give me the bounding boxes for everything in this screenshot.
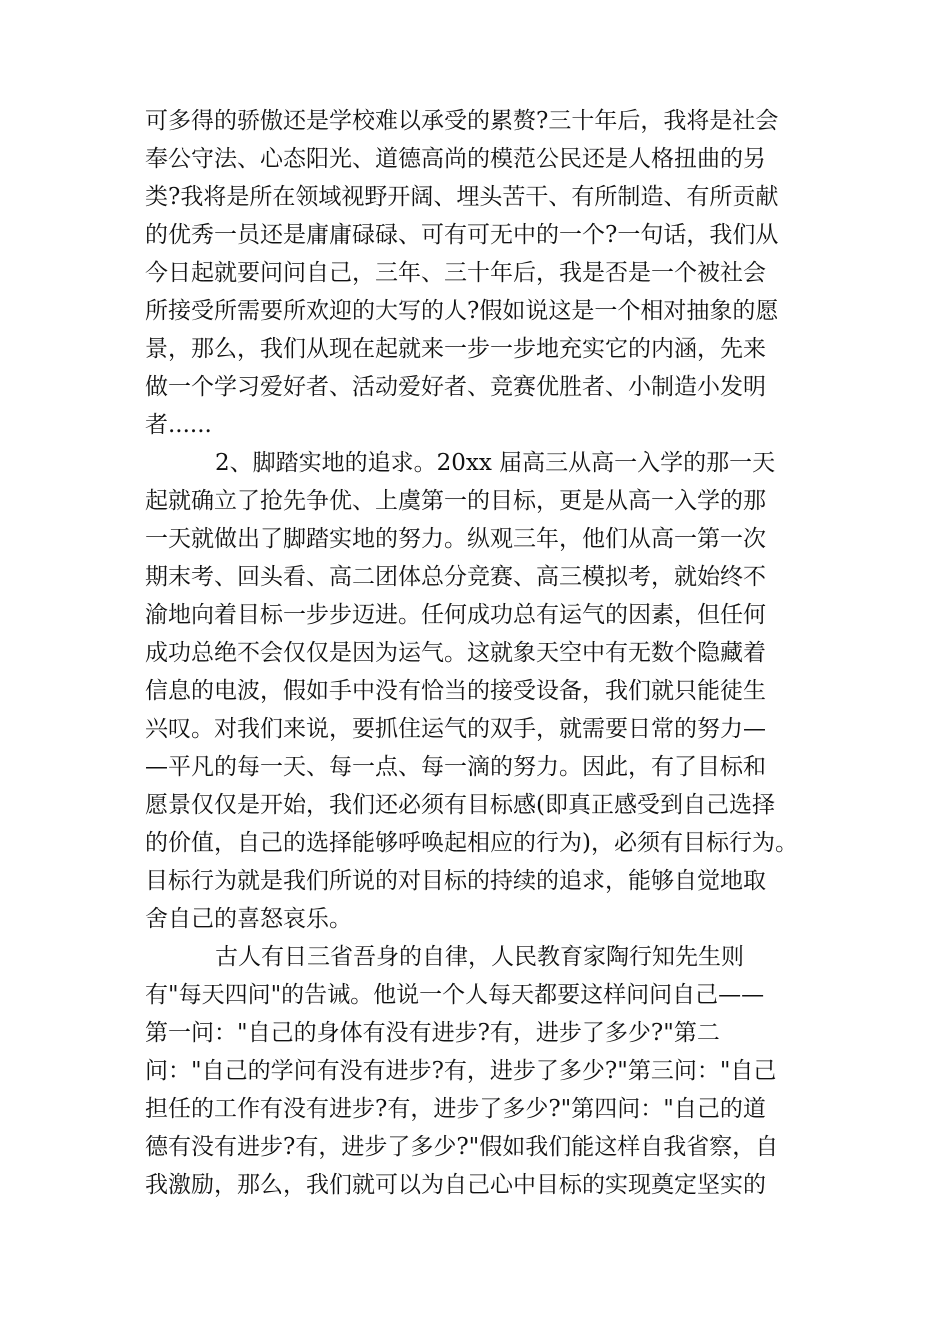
text-line: 起就确立了抢先争优、上虞第一的目标，更是从高一入学的那	[145, 488, 766, 514]
text-line: 兴叹。对我们来说，要抓住运气的双手，就需要日常的努力—	[145, 716, 766, 742]
text-line: 目标行为就是我们所说的对目标的持续的追求，能够自觉地取	[145, 868, 766, 894]
text-line: 一天就做出了脚踏实地的努力。纵观三年，他们从高一第一次	[145, 526, 766, 552]
text-line: 我激励，那么，我们就可以为自己心中目标的实现奠定坚实的	[145, 1172, 766, 1198]
text-line: 第一问："自己的身体有没有进步?有，进步了多少?"第二	[145, 1020, 720, 1046]
text-line: 的优秀一员还是庸庸碌碌、可有可无中的一个?一句话，我们从	[145, 222, 779, 248]
text-line: 类?我将是所在领域视野开阔、埋头苦干、有所制造、有所贡献	[145, 184, 779, 210]
text-line: —平凡的每一天、每一点、每一滴的努力。因此，有了目标和	[145, 754, 766, 780]
text-line: 可多得的骄傲还是学校难以承受的累赘?三十年后，我将是社会	[145, 108, 779, 134]
paragraph-start-line: 2、脚踏实地的追求。20xx 届高三从高一入学的那一天	[215, 450, 776, 476]
text-line: 信息的电波，假如手中没有恰当的接受设备，我们就只能徒生	[145, 678, 766, 704]
text-line: 期末考、回头看、高二团体总分竞赛、高三模拟考，就始终不	[145, 564, 766, 590]
text-line: 德有没有进步?有，进步了多少?"假如我们能这样自我省察，自	[145, 1134, 779, 1160]
text-line: 者......	[145, 412, 212, 438]
paragraph-start-line: 古人有日三省吾身的自律，人民教育家陶行知先生则	[215, 944, 744, 970]
text-line: 愿景仅仅是开始，我们还必须有目标感(即真正感受到自己选择	[145, 792, 775, 818]
text-line: 有"每天四问"的告诫。他说一个人每天都要这样问问自己——	[145, 982, 765, 1008]
text-line: 所接受所需要所欢迎的大写的人?假如说这是一个相对抽象的愿	[145, 298, 779, 324]
text-line: 做一个学习爱好者、活动爱好者、竞赛优胜者、小制造小发明	[145, 374, 766, 400]
text-line: 奉公守法、心态阳光、道德高尚的模范公民还是人格扭曲的另	[145, 146, 766, 172]
text-line: 舍自己的喜怒哀乐。	[145, 906, 352, 932]
text-line: 景，那么，我们从现在起就来一步一步地充实它的内涵，先来	[145, 336, 766, 362]
text-line: 渝地向着目标一步步迈进。任何成功总有运气的因素，但任何	[145, 602, 766, 628]
text-line: 的价值，自己的选择能够呼唤起相应的行为)，必须有目标行为。	[145, 830, 798, 856]
text-line: 今日起就要问问自己，三年、三十年后，我是否是一个被社会	[145, 260, 766, 286]
text-line: 担任的工作有没有进步?有，进步了多少?"第四问："自己的道	[145, 1096, 766, 1122]
text-line: 问："自己的学问有没有进步?有，进步了多少?"第三问："自己	[145, 1058, 777, 1084]
text-line: 成功总绝不会仅仅是因为运气。这就象天空中有无数个隐藏着	[145, 640, 766, 666]
